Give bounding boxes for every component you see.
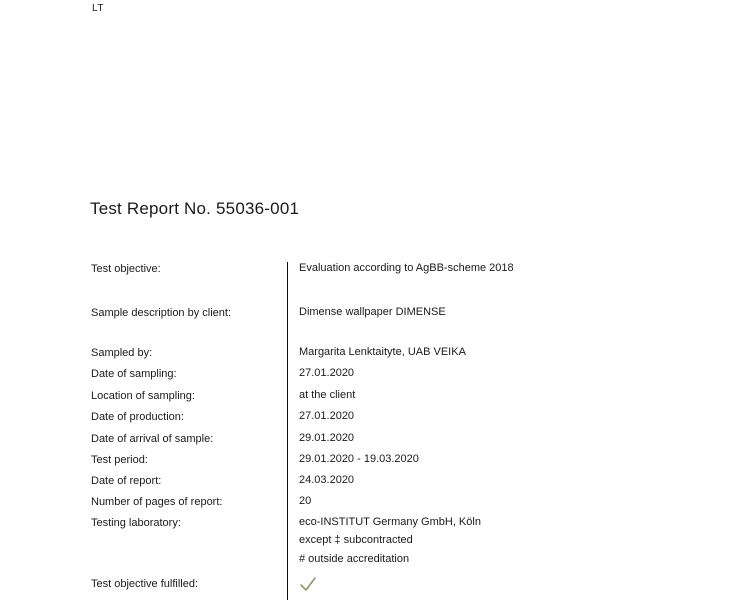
country-code: LT xyxy=(92,3,104,14)
field-label: Test objective fulfilled: xyxy=(91,578,198,590)
field-label: Sample description by client: xyxy=(91,307,232,319)
field-value: 27.01.2020 xyxy=(299,410,355,422)
field-value: eco-INSTITUT Germany GmbH, Köln xyxy=(299,516,481,528)
field-label: Sampled by: xyxy=(91,347,153,359)
lab-note-subcontracted: except ‡ subcontracted xyxy=(299,534,413,546)
field-value: 29.01.2020 xyxy=(299,432,355,444)
field-value: Dimense wallpaper DIMENSE xyxy=(299,306,446,318)
field-value: 20 xyxy=(299,495,312,507)
field-label: Date of arrival of sample: xyxy=(91,433,214,445)
field-label: Date of production: xyxy=(91,411,184,423)
field-value: 27.01.2020 xyxy=(299,367,355,379)
field-label: Number of pages of report: xyxy=(91,496,223,508)
field-value: at the client xyxy=(299,389,356,401)
field-label: Test objective: xyxy=(91,263,161,275)
field-value: 29.01.2020 - 19.03.2020 xyxy=(299,453,419,465)
field-label: Date of report: xyxy=(91,475,162,487)
lab-note-outside-accreditation: # outside accreditation xyxy=(299,553,410,565)
check-icon xyxy=(299,575,317,593)
report-title: Test Report No. 55036-001 xyxy=(90,199,300,218)
field-value: Evaluation according to AgBB-scheme 2018 xyxy=(299,262,514,274)
field-label: Testing laboratory: xyxy=(91,517,181,529)
field-value: Margarita Lenktaityte, UAB VEIKA xyxy=(299,346,466,358)
field-label: Test period: xyxy=(91,454,148,466)
field-value: 24.03.2020 xyxy=(299,474,355,486)
column-divider xyxy=(287,262,288,600)
field-label: Location of sampling: xyxy=(91,390,195,402)
field-label: Date of sampling: xyxy=(91,368,177,380)
